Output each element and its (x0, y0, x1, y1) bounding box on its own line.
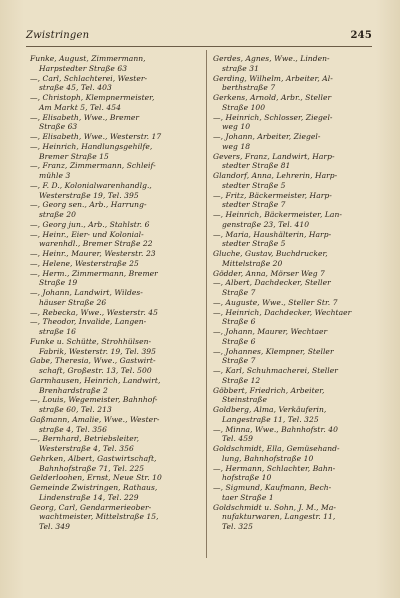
entry-line: warenhdl., Bremer Straße 22 (39, 239, 153, 249)
directory-entry (30, 74, 202, 94)
entry-line: Harpstedter Straße 63 (39, 63, 128, 73)
entry-line: Steinstraße (222, 395, 268, 405)
entry-line: Westerstraße 4, Tel. 356 (39, 444, 134, 453)
directory-entry (213, 93, 380, 113)
entry-line: Glandorf, Anna, Lehrerin, Harp- (213, 171, 338, 180)
entry-line: Bahnhofstraße 71, Tel. 225 (39, 463, 145, 473)
entry-line: wachtmeister, Mittelstraße 15, (39, 512, 159, 522)
entry-line: —, F. D., Kolonialwarenhandlg., (30, 180, 152, 190)
entry-line: häuser Straße 26 (39, 297, 107, 307)
entry-line: Gemeinde Zwistringen, Rathaus, (30, 483, 158, 492)
entry-line: Tel. 349 (39, 522, 70, 531)
entry-line: —, Herm., Zimmermann, Bremer (30, 268, 158, 278)
entry-line: —, Bernhard, Betriebsleiter, (30, 434, 140, 444)
entry-line: Goldschmidt u. Sohn, J. M., Ma- (213, 502, 336, 512)
directory-entry (213, 171, 380, 191)
entry-line: Straße 7 (222, 288, 256, 297)
directory-entry (30, 93, 202, 113)
entry-line: Fabrik, Westerstr. 19, Tel. 395 (39, 346, 156, 356)
entry-line: —, Georg jun., Arb., Stahlstr. 6 (30, 219, 150, 229)
entry-line: —, Johann, Landwirt, Wildes- (30, 288, 143, 297)
entry-line: —, Heinr., Maurer, Westerstr. 23 (30, 249, 156, 258)
directory-entry (30, 200, 202, 220)
entry-line: Garmhausen, Heinrich, Landwirt, (30, 375, 161, 385)
entry-line: Georg, Carl, Gendarmerieober- (30, 502, 152, 512)
entry-line: Gaßmann, Amalie, Wwe., Wester- (30, 414, 160, 424)
entry-line: —, Elisabeth, Wwe., Westerstr. 17 (30, 132, 162, 141)
directory-entry (213, 74, 380, 94)
entry-line: Goldschmidt, Ella, Gemüsehand- (213, 444, 340, 453)
entry-line: —, Hermann, Schlachter, Bahn- (213, 463, 336, 473)
entry-line: stedter Straße 7 (222, 200, 286, 210)
directory-entry (213, 386, 380, 406)
entry-line: hofstraße 10 (222, 473, 272, 483)
entry-line: —, Auguste, Wwe., Steller Str. 7 (213, 297, 338, 307)
entry-line: —, Franz, Zimmermann, Schleif- (30, 161, 156, 171)
directory-entry (213, 113, 380, 133)
entry-line: genstraße 23, Tel. 410 (222, 219, 310, 229)
entry-line: —, Rebecka, Wwe., Westerstr. 45 (30, 307, 158, 317)
right-column (213, 54, 380, 532)
directory-entry (213, 278, 380, 298)
entry-line: Goldberg, Alma, Verkäuferin, (213, 405, 327, 414)
directory-entry (30, 503, 202, 532)
entry-line: schaft, Großestr. 13, Tel. 500 (39, 366, 152, 375)
directory-entry (30, 317, 202, 337)
directory-entry (30, 434, 202, 454)
entry-line: —, Helene, Westerstraße 25 (30, 258, 139, 268)
entry-line: Lindenstraße 14, Tel. 229 (39, 492, 139, 502)
directory-entry (213, 298, 380, 308)
header-rule (26, 46, 372, 47)
entry-line: —, Heinrich, Dachdecker, Wechtaer (213, 307, 352, 317)
entry-line: Straße 6 (222, 336, 256, 346)
directory-entry (30, 249, 202, 259)
directory-entry (213, 269, 380, 279)
entry-line: —, Heinr., Eier- und Kolonial- (30, 229, 144, 239)
entry-line: Westerstraße 19, Tel. 395 (39, 190, 139, 200)
directory-entry (213, 405, 380, 425)
entry-line: Funke u. Schütte, Strohhülsen- (30, 336, 152, 346)
entry-line: berthstraße 7 (222, 83, 276, 93)
entry-line: stedter Straße 5 (222, 239, 286, 249)
entry-line: —, Elisabeth, Wwe., Bremer (30, 112, 140, 122)
directory-entry (213, 327, 380, 347)
column-divider (206, 50, 207, 558)
entry-line: —, Albert, Dachdecker, Steller (213, 278, 331, 288)
directory-entry (30, 161, 202, 181)
directory-entry (213, 308, 380, 328)
entry-line: weg 18 (222, 141, 251, 151)
directory-entry (30, 269, 202, 289)
directory-entry (213, 464, 380, 484)
entry-line: Am Markt 5, Tel. 454 (39, 102, 121, 112)
entry-line: —, Minna, Wwe., Bahnhofstr. 40 (213, 424, 338, 434)
entry-line: Straße 12 (222, 375, 261, 385)
entry-line: Göbbert, Friedrich, Arbeiter, (213, 385, 325, 395)
directory-entry (30, 54, 202, 74)
entry-line: Gelderloohen, Ernst, Neue Str. 10 (30, 473, 162, 483)
directory-entry (30, 220, 202, 230)
entry-line: —, Johann, Maurer, Wechtaer (213, 327, 328, 336)
entry-line: —, Carl, Schlachterei, Wester- (30, 73, 148, 83)
directory-entry (213, 483, 380, 503)
directory-entry (213, 503, 380, 532)
directory-entry (213, 54, 380, 74)
directory-entry (30, 356, 202, 376)
directory-entry (30, 376, 202, 396)
entry-line: stedter Straße 81 (222, 161, 291, 171)
entry-line: Gerkens, Arnold, Arbr., Steller (213, 93, 332, 102)
entry-line: Gevers, Franz, Landwirt, Harp- (213, 151, 335, 161)
entry-line: Gehrken, Albert, Gastwirtschaft, (30, 453, 157, 463)
entry-line: Tel. 325 (222, 522, 253, 531)
directory-entry (30, 230, 202, 250)
entry-line: Tel. 459 (222, 434, 253, 444)
directory-entry (213, 249, 380, 269)
entry-line: —, Fritz, Bäckermeister, Harp- (213, 190, 332, 200)
entry-line: —, Sigmund, Kaufmann, Bech- (213, 483, 332, 492)
entry-line: —, Heinrich, Schlosser, Ziegel- (213, 112, 333, 122)
directory-entry (30, 132, 202, 142)
entry-line: Funke, August, Zimmermann, (30, 54, 146, 63)
page-header (26, 30, 372, 41)
entry-line: Langestraße 11, Tel. 325 (222, 414, 319, 424)
entry-line: —, Theodor, Invalide, Langen- (30, 317, 147, 327)
entry-line: —, Johann, Arbeiter, Ziegel- (213, 132, 321, 141)
directory-entry (213, 152, 380, 172)
entry-line: —, Heinrich, Handlungsgehilfe, (30, 141, 153, 151)
directory-entry (213, 191, 380, 211)
entry-line: Brenhardstraße 2 (39, 385, 108, 395)
directory-entry (213, 230, 380, 250)
entry-line: Gerding, Wilhelm, Arbeiter, Al- (213, 73, 333, 83)
entry-line: —, Johannes, Klempner, Steller (213, 346, 334, 356)
entry-line: straße 20 (39, 210, 76, 219)
entry-line: Straße 19 (39, 278, 78, 288)
entry-line: straße 45, Tel. 403 (39, 83, 112, 93)
page-number: 245 (350, 30, 372, 41)
running-title: Zwistringen (26, 30, 90, 41)
entry-line: —, Heinrich, Bäckermeister, Lan- (213, 210, 342, 219)
directory-entry (30, 288, 202, 308)
entry-line: taer Straße 1 (222, 492, 274, 502)
entry-line: lung, Bahnhofstraße 10 (222, 453, 314, 463)
directory-entry (213, 366, 380, 386)
entry-line: Bremer Straße 15 (39, 151, 109, 161)
entry-line: Straße 100 (222, 102, 266, 112)
directory-entry (30, 454, 202, 474)
directory-entry (30, 259, 202, 269)
directory-entry (213, 132, 380, 152)
entry-line: —, Georg sen., Arb., Harrung- (30, 200, 147, 210)
entry-line: —, Christoph, Klempnermeister, (30, 93, 155, 102)
entry-line: —, Karl, Schuhmacherei, Steller (213, 366, 338, 375)
directory-entry (30, 308, 202, 318)
directory-entry (30, 337, 202, 357)
directory-entry (213, 444, 380, 464)
entry-line: straße 4, Tel. 356 (39, 424, 107, 434)
entry-line: Mittelstraße 20 (222, 258, 283, 268)
entry-line: Gluche, Gustav, Buchdrucker, (213, 249, 328, 258)
directory-entry (213, 210, 380, 230)
directory-entry (30, 142, 202, 162)
directory-entry (30, 181, 202, 201)
entry-line: weg 10 (222, 122, 251, 132)
directory-entry (213, 347, 380, 367)
entry-line: nufakturwaren, Langestr. 11, (222, 512, 336, 522)
directory-entry (30, 483, 202, 503)
entry-line: straße 16 (39, 327, 76, 336)
entry-line: Straße 63 (39, 122, 78, 132)
entry-line: straße 31 (222, 63, 259, 73)
entry-line: Straße 6 (222, 317, 256, 327)
directory-entry (30, 415, 202, 435)
directory-entry (30, 473, 202, 483)
entry-line: mühle 3 (39, 171, 71, 180)
directory-entry (213, 425, 380, 445)
entry-line: stedter Straße 5 (222, 180, 286, 190)
entry-line: Straße 7 (222, 356, 256, 366)
left-column (30, 54, 202, 532)
entry-line: —, Maria, Haushälterin, Harp- (213, 229, 332, 239)
entry-line: Gerdes, Agnes, Wwe., Linden- (213, 54, 330, 63)
entry-line: —, Louis, Wegemeister, Bahnhof- (30, 395, 158, 405)
directory-entry (30, 395, 202, 415)
directory-entry (30, 113, 202, 133)
entry-line: Gabe, Theresia, Wwe., Gastwirt- (30, 356, 156, 366)
entry-line: straße 60, Tel. 213 (39, 405, 112, 414)
entry-line: Gödder, Anna, Mörser Weg 7 (213, 268, 325, 278)
